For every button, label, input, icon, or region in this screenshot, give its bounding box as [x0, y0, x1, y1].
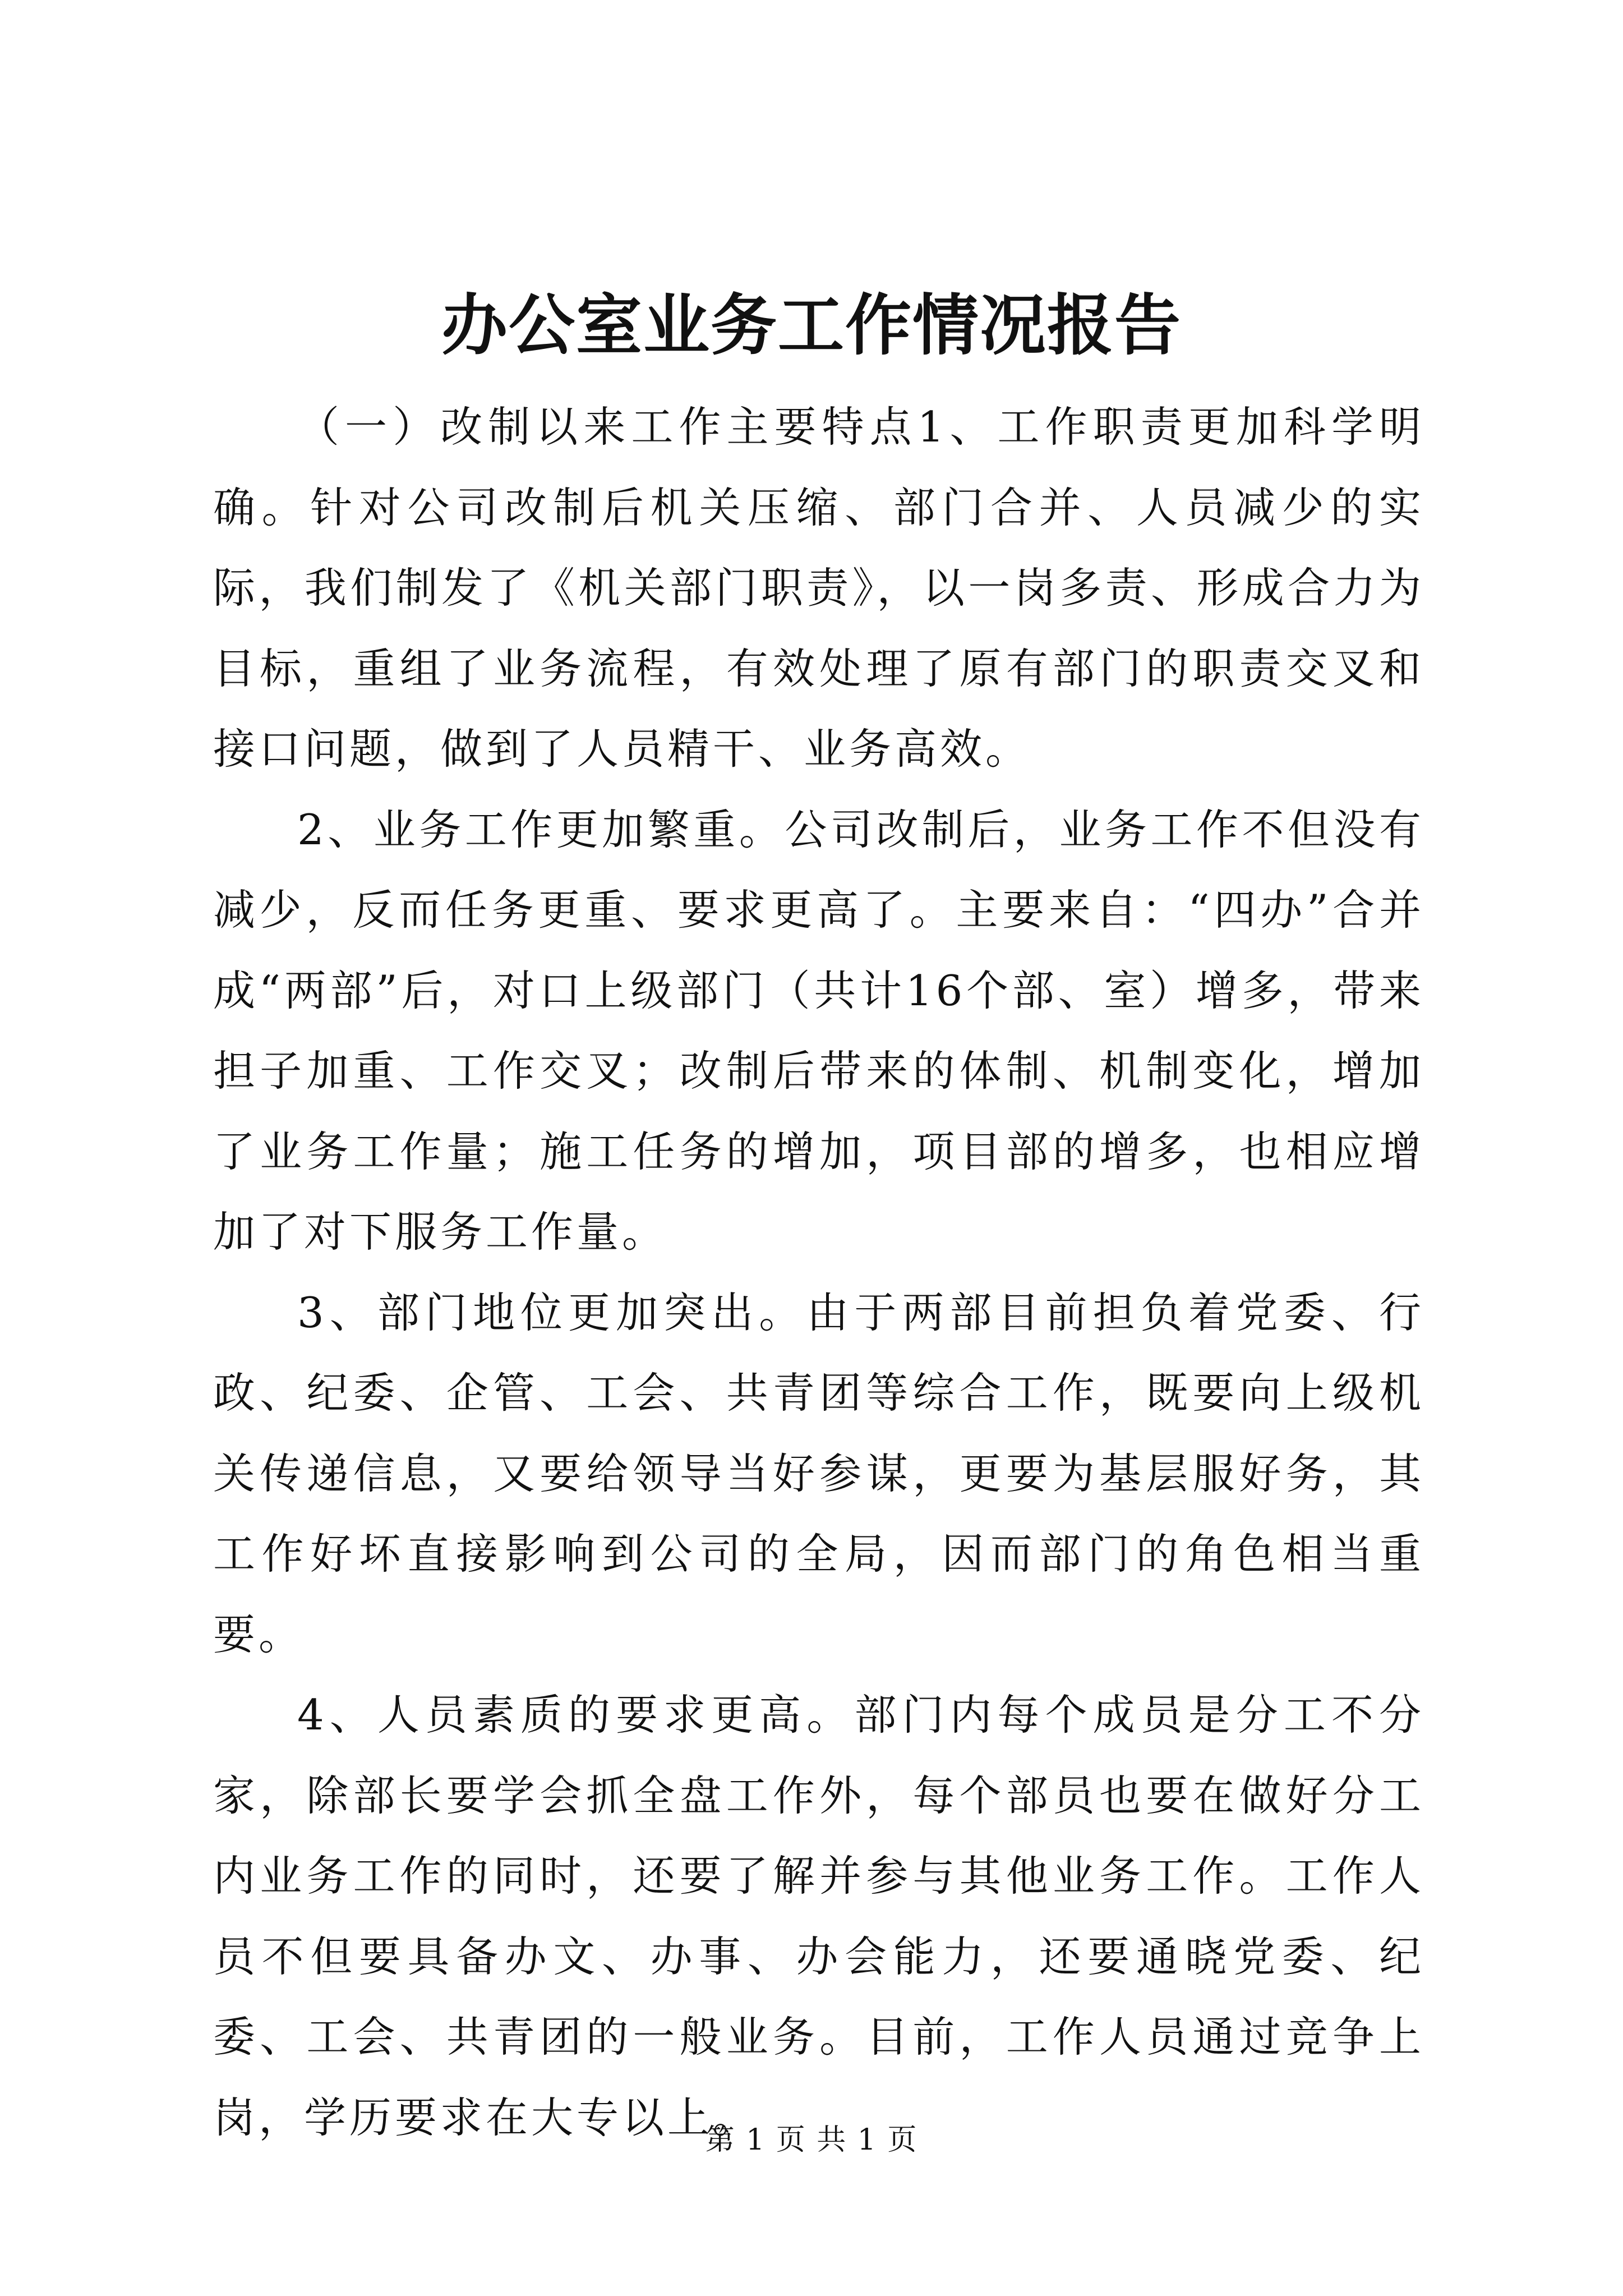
paragraph-2: 2、业务工作更加繁重。公司改制后，业务工作不但没有减少，反而任务更重、要求更高了。主要来自：“四办”合并成“两部”后，对口上级部门（共计16个部、室）增多，带来担子加重、工作交叉；改制后带来的体制、机制变化，增加了业务工作量；施工任务的增加，项目部的增多，也相应增加了对下服务工作量。 — [213, 804, 1424, 1257]
document-body — [213, 387, 1424, 2158]
paragraph-3: 3、部门地位更加突出。由于两部目前担负着党委、行政、纪委、企管、工会、共青团等综合工作，既要向上级机关传递信息，又要给领导当好参谋，更要为基层服好务，其工作好坏直接影响到公司的全局，因而部门的角色相当重要。 — [213, 1287, 1424, 1659]
document-title: 办公室业务工作情况报告 — [441, 286, 1182, 364]
page-footer: 第 1 页 共 1 页 — [705, 2123, 918, 2157]
paragraph-1: （一）改制以来工作主要特点1、工作职责更加科学明确。针对公司改制后机关压缩、部门合并、人员减少的实际，我们制发了《机关部门职责》，以一岗多责、形成合力为目标，重组了业务流程，有效处理了原有部门的职责交叉和接口问题，做到了人员精干、业务高效。 — [213, 402, 1424, 774]
paragraph-4: 4、人员素质的要求更高。部门内每个成员是分工不分家，除部长要学会抓全盘工作外，每个部员也要在做好分工内业务工作的同时，还要了解并参与其他业务工作。工作人员不但要具备办文、办事、办会能力，还要通晓党委、纪委、工会、共青团的一般业务。目前，工作人员通过竞争上岗，学历要求在大专以上。 — [213, 1690, 1424, 2142]
